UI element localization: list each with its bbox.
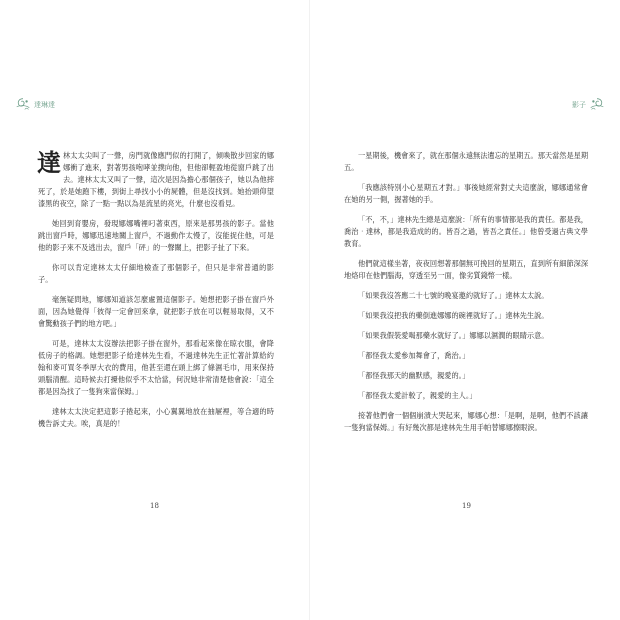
paragraph: 他們就這樣坐著，夜夜回想著那個無可挽回的星期五，直到所有細節深深地烙印在他們腦海，穿透至另一面，像劣質錢幣一樣。 [344,259,589,280]
floral-ornament-icon [588,96,606,114]
paragraph: 達林太太決定把這影子捲起來，小心翼翼地放在抽屜裡，等合適的時機告訴丈夫。唉，真是的！ [38,407,274,428]
paragraph: 「都怪我太愛計較了，親愛的主人。」 [358,391,477,400]
right-body-text [344,150,588,442]
paragraph: 「不，不，」達林先生總是這麼說：「所有的事情都是我的責任。都是我，喬治‧達林，都是我造成的的。皆吾之過，皆吾之責任。」他曾受過古典文學教育。 [344,215,588,248]
paragraph: 「如果我假裝愛喝那藥水就好了。」娜娜以濕潤的眼睛示意。 [358,331,549,340]
page-number: 18 [150,502,159,510]
left-running-header [14,96,57,114]
right-page [310,0,620,620]
paragraph: 「如果我沒把我的藥倒進娜娜的碗裡就好了。」達林先生說。 [358,311,549,320]
paragraph: 「我應該特別小心星期五才對。」事後她經常對丈夫這麼說，娜娜通常會在她的另一側，握著她的手。 [344,183,588,204]
floral-ornament-icon [14,96,32,114]
paragraph-text: 林太太尖叫了一聲，房門就像應門似的打開了，傾喚散步回家的娜娜衝了進來，對著男孩咆哮並撲向他，但他卻輕盈地從窗戶跳了出去。達林太太又叫了一聲，這次是因為擔心那個孩子，她以為他摔死了，於是她跑下樓，到街上尋找小小的屍體，但是沒找到。她抬頭仰望漆黑的夜空，除了一點一點以為是流星的亮光，什麼也沒看見。 [38,151,274,208]
paragraph: 一星期後，機會來了，就在那個永遠無法遺忘的星期五。那天當然是星期五。 [344,151,589,172]
running-header-title: 達琳達 [34,101,55,109]
paragraph: 「如果我沒答應二十七號的晚宴邀約就好了。」達林太太說。 [358,291,549,300]
paragraph: 她回到育嬰房，發現娜娜嘴裡叼著東西，原來是那男孩的影子。當他跳出窗戶時，娜娜迅速地關上窗戶，不過動作太慢了，沒能捉住他，可是他的影子來不及逃出去，窗戶「砰」的一聲關上，把影子扯了下來。 [38,219,274,252]
paragraph: 毫無疑問地，娜娜知道該怎麼處置這個影子。她想把影子掛在窗戶外面，因為她覺得「彼得一定會回來拿，就把影子放在可以輕易取得，又不會驚動孩子們的地方吧。」 [38,295,274,328]
running-header-title: 影子 [572,101,586,109]
drop-cap: 達 [37,148,61,177]
paragraph: 「都怪我太愛參加舞會了，喬治。」 [358,351,470,360]
left-body-text [38,150,274,438]
paragraph: 「都怪我那天的幽默感，親愛的。」 [358,371,470,380]
paragraph [38,150,274,210]
page-number: 19 [462,502,471,510]
paragraph: 接著他們會一個個崩潰大哭起來，娜娜心想：「是啊，是啊，他們不該讓一隻狗當保姆。」有好幾次都是達林先生用手帕替娜娜擦眼淚。 [344,411,588,432]
paragraph: 你可以肯定達林太太仔細地檢查了那個影子，但只是非常普通的影子。 [38,263,274,284]
right-running-header [570,96,606,114]
paragraph: 可是，達林太太沒辦法把影子掛在窗外，那看起來像在晾衣服，會降低房子的格調。她想把影子給達林先生看，不過達林先生正忙著計算給約翰和麥可買冬季厚大衣的費用，他甚至還在頭上綁了條濕毛巾，用來保持頭腦清醒。這時候去打擾他似乎不太恰當，何況她非常清楚他會說：「這全都是因為找了一隻狗來當保姆。」 [38,339,274,396]
